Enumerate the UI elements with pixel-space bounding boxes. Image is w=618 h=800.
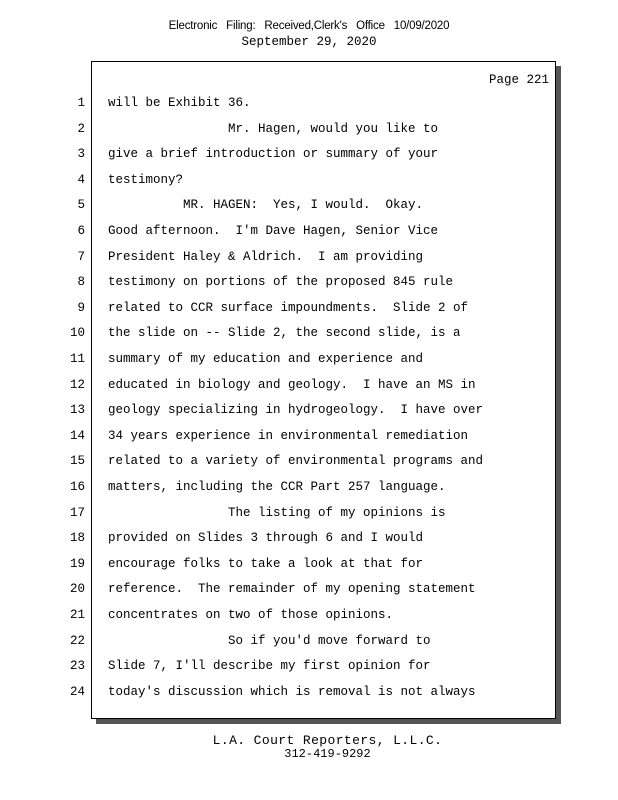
- line-text: related to a variety of environmental programs and: [108, 454, 484, 469]
- line-number: 5: [77, 198, 85, 213]
- line-number: 19: [69, 556, 85, 571]
- line-text: 34 years experience in environmental remediation: [108, 428, 469, 443]
- line-text: related to CCR surface impoundments. Slide 2 of: [108, 300, 469, 315]
- line-text: summary of my education and experience and: [108, 352, 424, 366]
- line-text: Mr. Hagen, would you like to: [108, 121, 439, 136]
- line-text: Slide 7, I'll describe my first opinion for: [108, 659, 431, 674]
- line-text: matters, including the CCR Part 257 language.: [108, 480, 446, 494]
- line-number: 21: [69, 608, 85, 622]
- line-number: 8: [77, 275, 85, 290]
- line-number: 16: [69, 480, 85, 494]
- line-text: concentrates on two of those opinions.: [108, 608, 394, 622]
- line-text: Good afternoon. I'm Dave Hagen, Senior Vice: [108, 224, 439, 238]
- line-number: 20: [69, 582, 85, 597]
- line-text: educated in biology and geology. I have an MS in: [108, 377, 476, 392]
- page-number: Page 221: [489, 73, 550, 87]
- line-text: today's discussion which is removal is not always: [108, 684, 476, 699]
- line-text: President Haley & Aldrich. I am providing: [108, 249, 424, 264]
- filing-stamp: Electronic Filing: Received,Clerk's Office 10/09/2020: [168, 20, 450, 32]
- line-text: will be Exhibit 36.: [108, 96, 251, 110]
- line-number: 3: [77, 147, 85, 162]
- line-text: geology specializing in hydrogeology. I have over: [108, 403, 484, 418]
- line-number: 11: [69, 352, 85, 366]
- line-number: 22: [69, 633, 85, 648]
- line-number: 13: [69, 403, 85, 418]
- line-number: 1: [77, 96, 85, 110]
- line-number: 24: [69, 684, 85, 699]
- line-text: testimony on portions of the proposed 845 rule: [108, 275, 454, 290]
- line-text: The listing of my opinions is: [108, 505, 446, 520]
- line-number: 14: [69, 428, 85, 443]
- line-number: 7: [77, 249, 85, 264]
- line-text: So if you'd move forward to: [108, 633, 431, 648]
- hearing-date: September 29, 2020: [241, 35, 377, 49]
- line-text: give a brief introduction or summary of your: [108, 147, 439, 162]
- line-number: 23: [69, 659, 85, 674]
- line-text: reference. The remainder of my opening statement: [108, 582, 476, 597]
- line-number: 17: [69, 505, 85, 520]
- line-text: the slide on -- Slide 2, the second slide, is a: [108, 326, 461, 341]
- line-number: 15: [69, 454, 85, 469]
- line-number: 4: [77, 172, 85, 187]
- line-text: encourage folks to take a look at that for: [108, 556, 424, 571]
- line-number: 9: [77, 300, 85, 315]
- line-text: provided on Slides 3 through 6 and I would: [108, 531, 424, 546]
- line-number: 6: [77, 224, 85, 238]
- line-text: MR. HAGEN: Yes, I would. Okay.: [108, 198, 424, 213]
- reporter-phone: 312-419-9292: [284, 747, 371, 761]
- reporter-company: L.A. Court Reporters, L.L.C.: [212, 733, 443, 748]
- line-number: 2: [77, 121, 85, 136]
- line-number: 18: [69, 531, 85, 546]
- line-number: 12: [69, 377, 85, 392]
- line-text: testimony?: [108, 172, 184, 187]
- line-number: 10: [69, 326, 85, 341]
